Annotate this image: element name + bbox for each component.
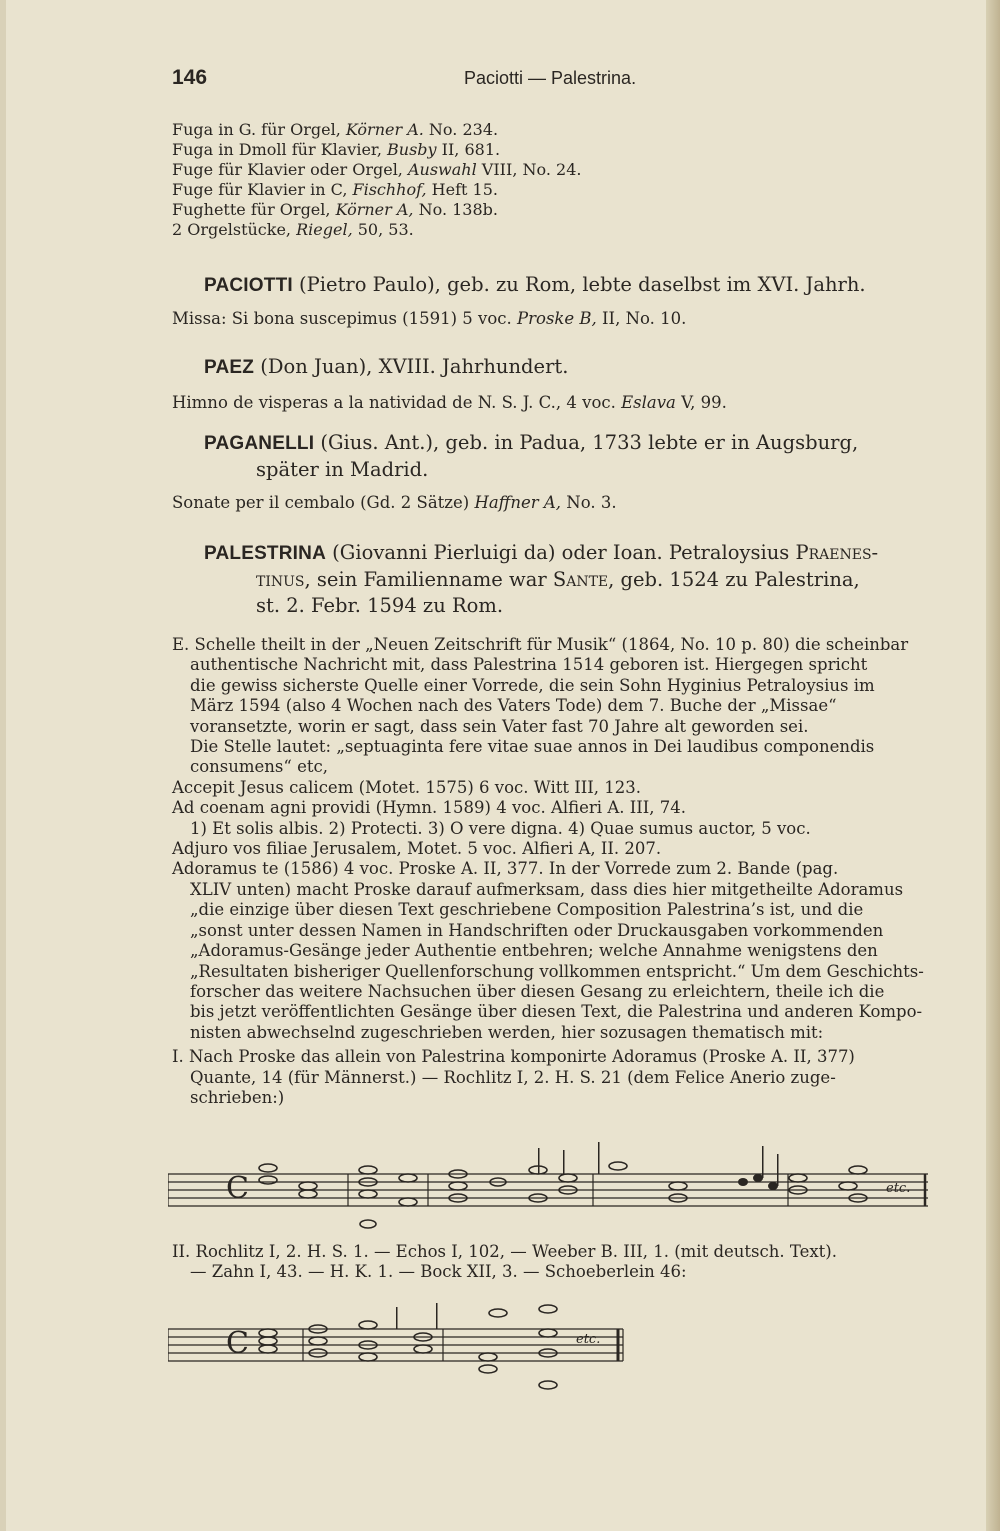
entry-heading: PAGANELLI (Gius. Ant.), geb. in Padua, 1733 lebte er in Augsburg, <box>204 431 859 454</box>
entry-heading: PAEZ (Don Juan), XVIII. Jahrhundert. <box>204 355 569 378</box>
entry-work: Sonate per il cembalo (Gd. 2 Sätze) Haffner A, No. 3. <box>172 493 617 512</box>
entry-work: Missa: Si bona suscepimus (1591) 5 voc. Proske B, II, No. 10. <box>172 309 687 328</box>
entry-heading-cont: st. 2. Febr. 1594 zu Rom. <box>256 594 504 617</box>
work-item: 1) Et solis albis. 2) Protecti. 3) O vere digna. 4) Quae sumus auctor, 5 voc. <box>190 818 811 838</box>
music-etc-label: etc. <box>886 1181 911 1196</box>
entry-paez <box>172 354 932 413</box>
list-item: Fuga in G. für Orgel, Körner A. No. 234. <box>172 120 499 139</box>
work-item: Ad coenam agni providi (Hymn. 1589) 4 voc. Alfieri A. III, 74. <box>172 798 687 818</box>
svg-text:C: C <box>226 1326 249 1361</box>
work-item: Accepit Jesus calicem (Motet. 1575) 6 voc. Witt III, 123. <box>172 777 642 797</box>
list-item: 2 Orgelstücke, Riegel, 50, 53. <box>172 220 414 239</box>
entry-heading-cont: tinus, sein Familienname war Sante, geb. 1524 zu Palestrina, <box>256 568 860 591</box>
entry-paciotti <box>172 272 932 329</box>
page-right-edge <box>986 0 1000 1531</box>
music-etc-label: etc. <box>576 1332 601 1347</box>
list-item: Fuge für Klavier in C, Fischhof, Heft 15. <box>172 180 498 199</box>
music-example-1 <box>168 1140 938 1230</box>
entry-heading: PALESTRINA (Giovanni Pierluigi da) oder Ioan. Petraloysius Praenes- <box>204 541 879 564</box>
running-head: Paciotti — Palestrina. <box>464 68 637 88</box>
list-item: II. Rochlitz I, 2. H. S. 1. — Echos I, 102, — Weeber B. III, 1. (mit deutsch. Text). — Zahn I, 43. — H. K. 1. — Bock XII, 3. — Schoeberlein 46: <box>172 1242 837 1282</box>
page-header <box>172 66 932 96</box>
list-item: Fughette für Orgel, Körner A, No. 138b. <box>172 200 498 219</box>
entry-work: Himno de visperas a la natividad de N. S. J. C., 4 voc. Eslava V, 99. <box>172 393 727 412</box>
page-number: 146 <box>172 66 208 89</box>
svg-text:C: C <box>226 1171 249 1206</box>
page-left-edge <box>0 0 6 1531</box>
list-item: Fuga in Dmoll für Klavier, Busby II, 681. <box>172 140 501 159</box>
palestrina-intro: E. Schelle theilt in der „Neuen Zeitschrift für Musik“ (1864, No. 10 p. 80) die scheinbar authentische Nachricht mit, dass Palestrina 1514 geboren ist. Hiergegen spricht die gewiss sicherste Quelle einer Vorrede, die sein Sohn Hyginius Petraloysius im März 1594 (also 4 Wochen nach des Vaters Tode) dem 7. Buche der „Missae“ voransetzte, worin er sagt, dass sein Vater fast 70 Jahre alt geworden sei. Die Stelle lautet: „septuaginta fere vitae suae annos in Dei laudibus componendis consumens“ etc, Accepit Jesus calicem (Motet. 1575) 6 voc. Witt III, 123. Ad coenam agni providi (Hymn. 1589) 4 voc. Alfieri A. III, 74. 1) Et solis albis. 2) Protecti. 3) O vere digna. 4) Quae sumus auctor, 5 voc. Adjuro vos filiae Jerusalem, Motet. 5 voc. Alfieri A, II. 207. Adoramus te (1586) 4 voc. Proske A. II, 377. In der Vorrede zum 2. Bande (pag. XLIV unten) macht Proske darauf aufmerksam, dass dies hier mitgetheilte Adoramus „die einzige über diesen Text geschriebene Composition Palestrina’s ist, und die „sonst unter dessen Namen in Handschriften oder Druckausgaben vorkommenden „Adoramus-Gesänge jeder Authentie entbehren; welche Annahme wenigstens den „Resultaten bisheriger Quellenforschung vollkommen entspricht.“ Um dem Geschichts- forscher das weitere Nachsuchen über diesen Gesang zu erleichtern, theile ich die bis jetzt veröffentlichten Gesänge über diesen Text, die Palestrina und anderen Kompo- nisten abwechselnd zugeschrieben werden, hier sozusagen thematisch mit: I. Nach Proske das allein von Palestrina komponirte Adoramus (Proske A. II, 377) Quante, 14 (für Männerst.) — Rochlitz I, 2. H. S. 21 (dem Felice Anerio zuge- schrieben:) <box>172 635 932 1108</box>
entry-heading-cont: später in Madrid. <box>256 458 429 481</box>
entry-paganelli <box>172 430 932 513</box>
music-example-2 <box>168 1295 638 1400</box>
list-item: I. Nach Proske das allein von Palestrina komponirte Adoramus (Proske A. II, 377) <box>172 1047 855 1067</box>
work-item: Adoramus te (1586) 4 voc. Proske A. II, 377. In der Vorrede zum 2. Bande (pag. <box>172 859 839 879</box>
list-item: Fuge für Klavier oder Orgel, Auswahl VIII, No. 24. <box>172 160 582 179</box>
entry-heading: PACIOTTI (Pietro Paulo), geb. zu Rom, lebte daselbst im XVI. Jahrh. <box>204 273 866 296</box>
entry-palestrina <box>172 540 932 1108</box>
work-item: Adjuro vos filiae Jerusalem, Motet. 5 voc. Alfieri A, II. 207. <box>172 839 662 859</box>
